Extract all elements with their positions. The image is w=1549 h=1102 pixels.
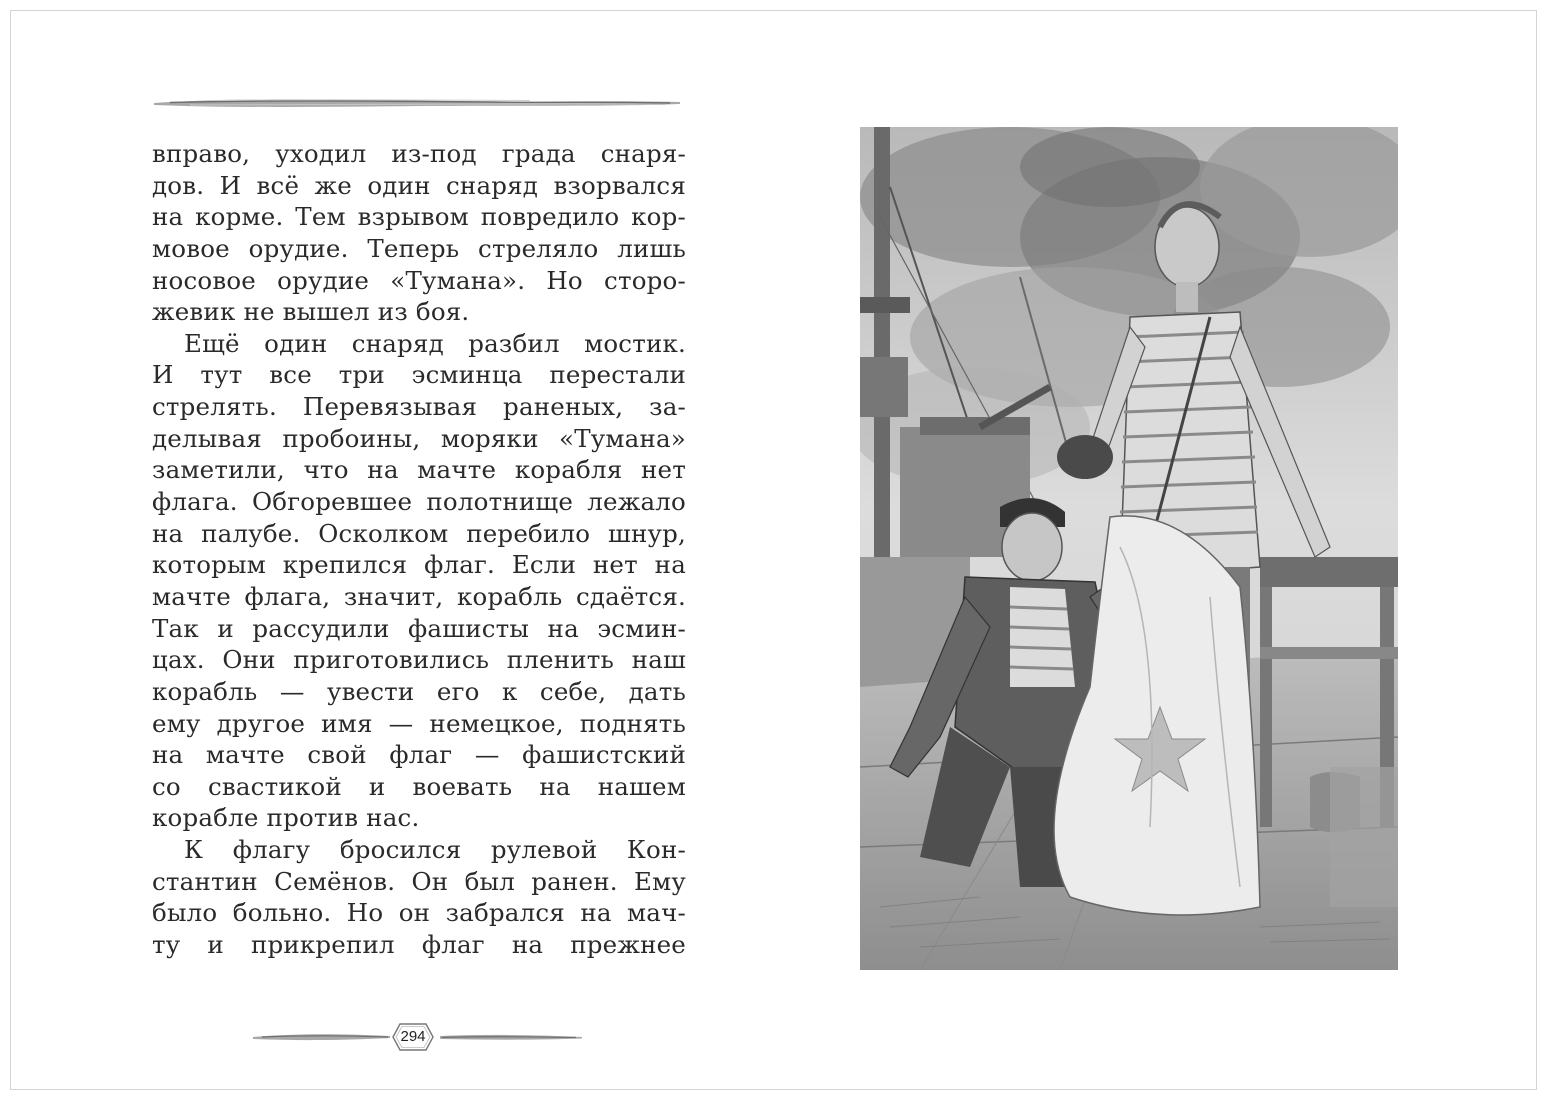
- text-line: И тут все три эсминца перестали: [152, 360, 686, 390]
- text-line: К флагу бросился рулевой Кон-: [184, 835, 686, 865]
- text-line: носовое орудие «Тумана». Но сторо-: [152, 265, 686, 295]
- text-line: корабле против нас.: [152, 803, 420, 833]
- text-line: стантин Семёнов. Он был ранен. Ему: [152, 866, 686, 896]
- text-line: стрелять. Перевязывая раненых, за-: [152, 392, 686, 422]
- text-line: флага. Обгоревшее полотнище лежало: [152, 487, 686, 517]
- text-line: цах. Они приготовились пленить наш: [152, 645, 686, 675]
- text-line: ту и прикрепил флаг на прежнее: [152, 930, 686, 960]
- text-line: мовое орудие. Теперь стреляло лишь: [152, 233, 686, 263]
- text-line: жевик не вышел из боя.: [152, 297, 470, 327]
- illustration-sailors-with-flag: [860, 127, 1398, 970]
- text-line: корабль — увести его к себе, дать: [152, 676, 686, 706]
- text-line: со свастикой и воевать на нашем: [152, 771, 686, 801]
- text-line: на палубе. Осколком перебило шнур,: [152, 518, 686, 548]
- text-line: делывая пробоины, моряки «Тумана»: [152, 423, 686, 453]
- text-line: заметили, что на мачте корабля нет: [152, 455, 686, 485]
- text-line: которым крепился флаг. Если нет на: [152, 550, 686, 580]
- text-line: было больно. Но он забрался на мач-: [152, 898, 686, 928]
- text-line: Ещё один снаряд разбил мостик.: [184, 328, 686, 358]
- text-line: мачте флага, значит, корабль сдаётся.: [152, 581, 686, 611]
- page-number: 294: [400, 1028, 426, 1045]
- text-line: вправо, уходил из-под града снаря-: [152, 139, 686, 168]
- body-text: [152, 138, 686, 961]
- text-line: дов. И всё же один снаряд взорвался: [152, 170, 686, 200]
- text-line: на мачте свой флаг — фашистский: [152, 740, 686, 770]
- page-number-badge: [389, 1020, 437, 1054]
- text-line: на корме. Тем взрывом повредило кор-: [152, 202, 686, 232]
- text-line: ему другое имя — немецкое, поднять: [152, 708, 686, 738]
- top-brush-rule: [150, 92, 685, 114]
- text-line: Так и рассудили фашисты на эсмин-: [152, 613, 686, 643]
